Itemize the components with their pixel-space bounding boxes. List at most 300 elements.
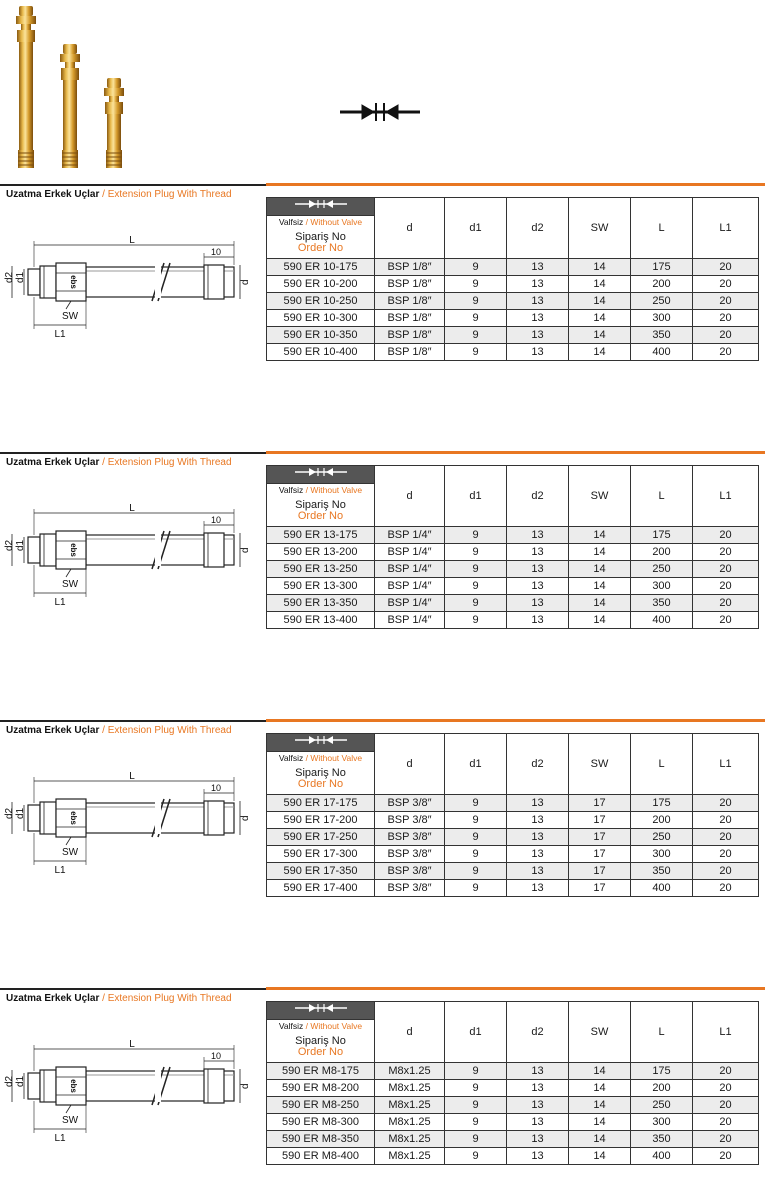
technical-drawing — [4, 503, 256, 621]
column-header-d1: d1 — [445, 198, 507, 259]
table-cell: 20 — [693, 561, 759, 578]
table-cell: 14 — [569, 595, 631, 612]
section-title-tr: Uzatma Erkek Uçlar — [6, 993, 100, 1004]
table-cell: 14 — [569, 1063, 631, 1080]
label-L: L — [129, 235, 135, 246]
table-cell: 14 — [569, 578, 631, 595]
valve-label — [267, 216, 375, 229]
order-number-cell: 590 ER M8-175 — [267, 1063, 375, 1080]
column-header-d2: d2 — [507, 466, 569, 527]
section-title-en: Extension Plug With Thread — [107, 189, 232, 200]
label-10: 10 — [210, 247, 222, 257]
table-cell: 350 — [631, 1131, 693, 1148]
table-cell: 250 — [631, 1097, 693, 1114]
valve-label-sep: / — [303, 217, 311, 227]
table-cell: 13 — [507, 578, 569, 595]
label-10: 10 — [210, 515, 222, 525]
fitting-long — [16, 6, 36, 168]
order-number-cell: 590 ER 10-250 — [267, 293, 375, 310]
table-cell: 20 — [693, 846, 759, 863]
order-no-en: Order No — [297, 1046, 344, 1058]
table-cell: 13 — [507, 344, 569, 361]
table-cell: 20 — [693, 293, 759, 310]
column-header-d1: d1 — [445, 734, 507, 795]
table-cell: 9 — [445, 276, 507, 293]
table-cell: 13 — [507, 293, 569, 310]
table-cell: 9 — [445, 327, 507, 344]
table-cell: M8x1.25 — [375, 1097, 445, 1114]
table-cell: 20 — [693, 1097, 759, 1114]
plug-body — [40, 534, 56, 566]
valve-label-sep: / — [303, 1021, 311, 1031]
table-cell: 20 — [693, 527, 759, 544]
table-row — [267, 1097, 759, 1114]
table-cell: 13 — [507, 1114, 569, 1131]
plug-body — [40, 266, 56, 298]
table-cell: 20 — [693, 578, 759, 595]
technical-drawing — [4, 235, 256, 353]
leader-SW — [66, 837, 71, 845]
table-cell: BSP 1/8″ — [375, 327, 445, 344]
table-cell: 9 — [445, 1097, 507, 1114]
valve-label-tr: Valfsiz — [278, 1021, 304, 1031]
product-hero — [0, 0, 769, 180]
valve-symbol-icon — [291, 1002, 351, 1014]
section-rule-dark — [0, 988, 266, 990]
label-d2: d2 — [4, 807, 15, 819]
table-cell: 400 — [631, 344, 693, 361]
table-cell: BSP 3/8″ — [375, 795, 445, 812]
column-header-d2: d2 — [507, 198, 569, 259]
column-header-d2: d2 — [507, 734, 569, 795]
order-number-cell: 590 ER 13-300 — [267, 578, 375, 595]
table-cell: 9 — [445, 310, 507, 327]
label-L: L — [129, 503, 135, 514]
order-no-header — [267, 1032, 375, 1063]
plug-nose — [28, 269, 40, 295]
column-header-d1: d1 — [445, 466, 507, 527]
leader-SW — [66, 569, 71, 577]
order-number-cell: 590 ER M8-250 — [267, 1097, 375, 1114]
table-cell: 300 — [631, 846, 693, 863]
table-cell: 9 — [445, 795, 507, 812]
table-cell: 400 — [631, 1148, 693, 1165]
order-no-en: Order No — [297, 242, 344, 254]
table-cell: 13 — [507, 259, 569, 276]
order-number-cell: 590 ER 13-175 — [267, 527, 375, 544]
table-cell: 20 — [693, 327, 759, 344]
table-cell: 14 — [569, 544, 631, 561]
order-number-cell: 590 ER 10-400 — [267, 344, 375, 361]
table-cell: 9 — [445, 544, 507, 561]
table-cell: 175 — [631, 259, 693, 276]
table-cell: 14 — [569, 276, 631, 293]
table-cell: 13 — [507, 612, 569, 629]
section-title-sep: / — [99, 189, 108, 200]
table-header-row — [267, 466, 759, 484]
label-d: d — [240, 815, 251, 821]
table-cell: 200 — [631, 812, 693, 829]
table-cell: 13 — [507, 846, 569, 863]
valve-label-tr: Valfsiz — [278, 753, 304, 763]
table-cell: 13 — [507, 561, 569, 578]
table-row — [267, 1131, 759, 1148]
valve-label-en: Without Valve — [310, 1021, 363, 1031]
order-number-cell: 590 ER 10-300 — [267, 310, 375, 327]
table-row — [267, 327, 759, 344]
order-no-header — [267, 228, 375, 259]
plug-nose — [28, 537, 40, 563]
table-cell: 13 — [507, 880, 569, 897]
label-d1: d1 — [15, 271, 26, 283]
column-header-d1: d1 — [445, 1002, 507, 1063]
table-cell: 20 — [693, 1114, 759, 1131]
table-cell: 14 — [569, 612, 631, 629]
column-header-d: d — [375, 198, 445, 259]
table-header-row — [267, 734, 759, 752]
valve-symbol-icon — [291, 734, 351, 746]
column-header-sw: SW — [569, 198, 631, 259]
table-cell: 14 — [569, 561, 631, 578]
table-cell: 13 — [507, 795, 569, 812]
valve-label — [267, 752, 375, 765]
table-cell: 300 — [631, 310, 693, 327]
table-cell: 13 — [507, 812, 569, 829]
table-row — [267, 880, 759, 897]
table-cell: BSP 1/4″ — [375, 561, 445, 578]
break-gap — [155, 266, 161, 298]
table-cell: 350 — [631, 327, 693, 344]
label-d1: d1 — [15, 807, 26, 819]
table-row — [267, 310, 759, 327]
table-cell: 9 — [445, 1080, 507, 1097]
table-cell: BSP 1/8″ — [375, 344, 445, 361]
table-row — [267, 1148, 759, 1165]
order-number-cell: 590 ER 17-400 — [267, 880, 375, 897]
valve-symbol-cell — [267, 198, 375, 216]
technical-drawing — [4, 771, 256, 889]
order-number-cell: 590 ER 10-350 — [267, 327, 375, 344]
table-cell: 20 — [693, 595, 759, 612]
table-cell: 9 — [445, 1148, 507, 1165]
table-cell: 13 — [507, 544, 569, 561]
valve-label — [267, 1020, 375, 1033]
table-cell: 13 — [507, 527, 569, 544]
leader-SW — [66, 1105, 71, 1113]
technical-drawing — [4, 1039, 256, 1157]
table-cell: 20 — [693, 310, 759, 327]
table-cell: 14 — [569, 1097, 631, 1114]
order-no-tr: Sipariş No — [295, 1035, 346, 1047]
table-cell: 300 — [631, 578, 693, 595]
order-no-header — [267, 764, 375, 795]
thread-end — [204, 533, 224, 567]
table-cell: 20 — [693, 1131, 759, 1148]
table-cell: 20 — [693, 1148, 759, 1165]
section-rule-orange — [266, 183, 765, 186]
product-section-3 — [0, 719, 769, 919]
table-row — [267, 293, 759, 310]
order-no-header — [267, 496, 375, 527]
table-cell: 400 — [631, 880, 693, 897]
table-cell: 13 — [507, 1063, 569, 1080]
table-cell: 250 — [631, 561, 693, 578]
valve-label-tr: Valfsiz — [278, 217, 304, 227]
product-section-4 — [0, 987, 769, 1187]
column-header-l: L — [631, 734, 693, 795]
table-cell: 14 — [569, 1148, 631, 1165]
table-cell: 13 — [507, 327, 569, 344]
valve-symbol-cell — [267, 1002, 375, 1020]
table-cell: 13 — [507, 1097, 569, 1114]
table-cell: 300 — [631, 1114, 693, 1131]
label-SW: SW — [62, 311, 79, 322]
section-title-sep: / — [99, 993, 108, 1004]
table-row — [267, 812, 759, 829]
table-cell: 20 — [693, 1080, 759, 1097]
table-cell: 20 — [693, 259, 759, 276]
order-no-tr: Sipariş No — [295, 231, 346, 243]
valve-label-sep: / — [303, 753, 311, 763]
table-cell: M8x1.25 — [375, 1080, 445, 1097]
thread-end — [204, 265, 224, 299]
valve-symbol-icon — [291, 198, 351, 210]
label-L1: L1 — [54, 597, 66, 608]
product-photo — [0, 0, 769, 180]
table-cell: 17 — [569, 846, 631, 863]
valve-label — [267, 484, 375, 497]
table-cell: 9 — [445, 293, 507, 310]
table-row — [267, 846, 759, 863]
order-number-cell: 590 ER 17-250 — [267, 829, 375, 846]
order-number-cell: 590 ER 13-400 — [267, 612, 375, 629]
plug-body — [40, 802, 56, 834]
product-section-2 — [0, 451, 769, 651]
column-header-sw: SW — [569, 734, 631, 795]
table-row — [267, 578, 759, 595]
table-cell: BSP 1/4″ — [375, 612, 445, 629]
table-row — [267, 795, 759, 812]
table-cell: 200 — [631, 1080, 693, 1097]
plug-nose — [28, 1073, 40, 1099]
table-cell: 20 — [693, 612, 759, 629]
valve-label-en: Without Valve — [310, 217, 363, 227]
table-cell: 14 — [569, 527, 631, 544]
table-cell: 13 — [507, 276, 569, 293]
leader-SW — [66, 301, 71, 309]
section-title-en: Extension Plug With Thread — [107, 725, 232, 736]
section-title-tr: Uzatma Erkek Uçlar — [6, 457, 100, 468]
table-row — [267, 544, 759, 561]
column-header-l1: L1 — [693, 734, 759, 795]
table-cell: 14 — [569, 310, 631, 327]
section-rule-dark — [0, 184, 266, 186]
table-cell: 250 — [631, 829, 693, 846]
table-cell: BSP 3/8″ — [375, 812, 445, 829]
label-SW: SW — [62, 847, 79, 858]
table-cell: 17 — [569, 880, 631, 897]
section-title-en: Extension Plug With Thread — [107, 993, 232, 1004]
table-header-row — [267, 1002, 759, 1020]
break-gap — [155, 1070, 161, 1102]
table-cell: 20 — [693, 544, 759, 561]
table-cell: 175 — [631, 1063, 693, 1080]
table-cell: 14 — [569, 293, 631, 310]
table-cell: 9 — [445, 812, 507, 829]
table-cell: 9 — [445, 344, 507, 361]
table-cell: 9 — [445, 880, 507, 897]
table-cell: 14 — [569, 1131, 631, 1148]
section-rule-dark — [0, 452, 266, 454]
table-row — [267, 1063, 759, 1080]
column-header-l: L — [631, 466, 693, 527]
table-cell: 400 — [631, 612, 693, 629]
table-cell: 17 — [569, 863, 631, 880]
table-cell: BSP 3/8″ — [375, 846, 445, 863]
order-number-cell: 590 ER 10-200 — [267, 276, 375, 293]
table-row — [267, 344, 759, 361]
order-number-cell: 590 ER 13-250 — [267, 561, 375, 578]
table-cell: 350 — [631, 595, 693, 612]
table-cell: 9 — [445, 829, 507, 846]
section-title-en: Extension Plug With Thread — [107, 457, 232, 468]
section-title — [6, 993, 232, 1004]
order-number-cell: 590 ER 17-300 — [267, 846, 375, 863]
label-d2: d2 — [4, 539, 15, 551]
table-cell: 13 — [507, 1080, 569, 1097]
valve-symbol-cell — [267, 466, 375, 484]
thread-end — [204, 801, 224, 835]
label-10: 10 — [210, 783, 222, 793]
label-d: d — [240, 1083, 251, 1089]
table-cell: BSP 3/8″ — [375, 880, 445, 897]
label-L: L — [129, 771, 135, 782]
table-cell: BSP 1/8″ — [375, 293, 445, 310]
table-cell: BSP 3/8″ — [375, 863, 445, 880]
table-cell: M8x1.25 — [375, 1063, 445, 1080]
table-cell: 13 — [507, 1131, 569, 1148]
order-no-en: Order No — [297, 510, 344, 522]
table-cell: 200 — [631, 544, 693, 561]
table-cell: 17 — [569, 812, 631, 829]
spec-table — [266, 1001, 759, 1165]
table-cell: BSP 1/8″ — [375, 276, 445, 293]
table-cell: 14 — [569, 344, 631, 361]
order-no-tr: Sipariş No — [295, 499, 346, 511]
plug-nose — [28, 805, 40, 831]
label-d: d — [240, 547, 251, 553]
order-no-en: Order No — [297, 778, 344, 790]
table-row — [267, 612, 759, 629]
valve-label-en: Without Valve — [310, 485, 363, 495]
table-row — [267, 1114, 759, 1131]
spec-table — [266, 197, 759, 361]
table-cell: M8x1.25 — [375, 1114, 445, 1131]
section-title-tr: Uzatma Erkek Uçlar — [6, 189, 100, 200]
table-cell: 17 — [569, 829, 631, 846]
table-cell: 13 — [507, 310, 569, 327]
table-cell: BSP 1/4″ — [375, 595, 445, 612]
table-cell: BSP 3/8″ — [375, 829, 445, 846]
brand-mark: ebs — [69, 1079, 78, 1093]
table-cell: 200 — [631, 276, 693, 293]
table-header-row — [267, 198, 759, 216]
table-cell: 13 — [507, 595, 569, 612]
table-cell: 20 — [693, 1063, 759, 1080]
table-cell: BSP 1/8″ — [375, 259, 445, 276]
table-cell: 9 — [445, 595, 507, 612]
order-number-cell: 590 ER 17-200 — [267, 812, 375, 829]
break-gap — [155, 802, 161, 834]
label-d2: d2 — [4, 1075, 15, 1087]
label-10: 10 — [210, 1051, 222, 1061]
column-header-d: d — [375, 734, 445, 795]
table-row — [267, 829, 759, 846]
fitting-medium — [60, 44, 80, 168]
table-cell: 20 — [693, 344, 759, 361]
valve-symbol-icon — [291, 466, 351, 478]
table-cell: 9 — [445, 612, 507, 629]
column-header-l1: L1 — [693, 1002, 759, 1063]
order-number-cell: 590 ER M8-200 — [267, 1080, 375, 1097]
column-header-sw: SW — [569, 1002, 631, 1063]
label-L1: L1 — [54, 329, 66, 340]
spec-table — [266, 733, 759, 897]
table-cell: 9 — [445, 527, 507, 544]
column-header-l1: L1 — [693, 198, 759, 259]
table-cell: 9 — [445, 1114, 507, 1131]
table-cell: 9 — [445, 578, 507, 595]
table-cell: BSP 1/4″ — [375, 578, 445, 595]
table-cell: 350 — [631, 863, 693, 880]
label-SW: SW — [62, 1115, 79, 1126]
label-SW: SW — [62, 579, 79, 590]
order-number-cell: 590 ER M8-300 — [267, 1114, 375, 1131]
table-cell: 20 — [693, 812, 759, 829]
section-title — [6, 725, 232, 736]
table-cell: 9 — [445, 1063, 507, 1080]
order-number-cell: 590 ER 17-175 — [267, 795, 375, 812]
table-cell: BSP 1/4″ — [375, 527, 445, 544]
table-cell: 20 — [693, 276, 759, 293]
brand-mark: ebs — [69, 811, 78, 825]
section-rule-orange — [266, 987, 765, 990]
section-title-sep: / — [99, 725, 108, 736]
table-cell: 14 — [569, 1080, 631, 1097]
table-cell: 13 — [507, 863, 569, 880]
table-row — [267, 1080, 759, 1097]
valve-symbol-cell — [267, 734, 375, 752]
column-header-l: L — [631, 198, 693, 259]
table-cell: 9 — [445, 259, 507, 276]
column-header-sw: SW — [569, 466, 631, 527]
column-header-l: L — [631, 1002, 693, 1063]
column-header-l1: L1 — [693, 466, 759, 527]
column-header-d2: d2 — [507, 1002, 569, 1063]
table-cell: 20 — [693, 795, 759, 812]
spec-table — [266, 465, 759, 629]
table-row — [267, 259, 759, 276]
section-title — [6, 189, 232, 200]
order-no-tr: Sipariş No — [295, 767, 346, 779]
section-rule-orange — [266, 451, 765, 454]
label-d1: d1 — [15, 1075, 26, 1087]
table-row — [267, 561, 759, 578]
label-L: L — [129, 1039, 135, 1050]
section-title — [6, 457, 232, 468]
column-header-d: d — [375, 466, 445, 527]
thread-end — [204, 1069, 224, 1103]
